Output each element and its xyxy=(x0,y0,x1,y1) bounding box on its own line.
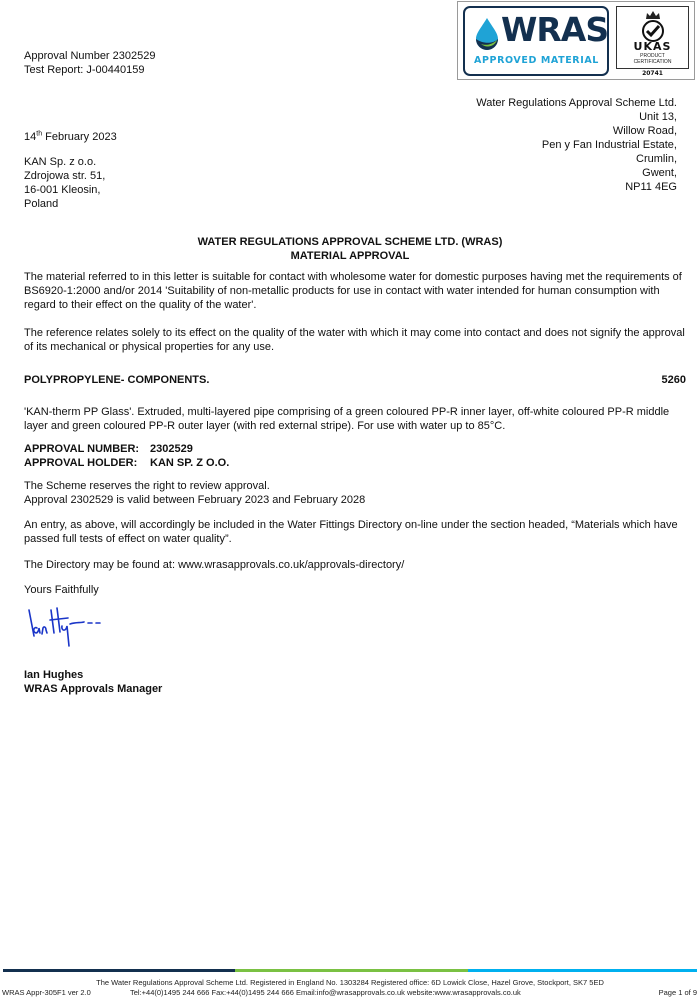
directory-link[interactable]: www.wrasapprovals.co.uk/approvals-directory/ xyxy=(178,559,405,571)
wras-brand: WRAS xyxy=(501,10,609,49)
footer-contact: Tel:+44(0)1495 244 666 Fax:+44(0)1495 244 666 Email:info@wrasapprovals.co.uk website:www.wrasapprovals.co.uk xyxy=(130,988,521,997)
crown-icon xyxy=(645,10,661,20)
address-line: Water Regulations Approval Scheme Ltd. xyxy=(476,97,677,109)
date-day: 14 xyxy=(24,131,37,143)
approval-number-line: Approval Number 2302529 xyxy=(24,50,156,62)
ukas-mark xyxy=(616,6,689,69)
category-code: 5260 xyxy=(661,374,686,386)
address-line: Gwent, xyxy=(642,167,677,179)
date-rest: February 2023 xyxy=(42,131,117,143)
document-subtitle: MATERIAL APPROVAL xyxy=(290,250,410,262)
letter-date xyxy=(24,130,117,144)
approval-holder-label: APPROVAL HOLDER: xyxy=(24,457,138,469)
ukas-number: 20741 xyxy=(642,70,663,77)
footer-bar-navy xyxy=(3,969,235,972)
document-title: WATER REGULATIONS APPROVAL SCHEME LTD. (WRAS) xyxy=(197,236,503,248)
footer-bar-green xyxy=(235,969,468,972)
address-line: Pen y Fan Industrial Estate, xyxy=(541,139,677,151)
wras-ukas-logo xyxy=(457,1,695,80)
address-line: NP11 4EG xyxy=(625,181,677,193)
address-line: Willow Road, xyxy=(612,125,677,137)
directory-location xyxy=(24,558,688,572)
footer-registration: The Water Regulations Approval Scheme Ltd. Registered in England No. 1303284 Registered office: 6D Lowick Close, Hazel Grove, Stockport, SK7 5ED xyxy=(96,978,604,987)
suitability-paragraph: The material referred to in this letter is suitable for contact with wholesome water for domestic purposes having met the requirements of BS6920-1:2000 and/or 2014 'Suitability of non-metallic products for use in contact with water intended for human consumption with regard to their effect on the quality of the water'. xyxy=(24,271,682,311)
address-line: Poland xyxy=(24,198,59,210)
product-description: 'KAN-therm PP Glass'. Extruded, multi-layered pipe comprising of a green coloured PP-R inner layer, off-white coloured PP-R middle layer and green coloured PP-R outer layer (with red external stripe). For use with water up to 85°C. xyxy=(24,406,670,432)
closing-salutation: Yours Faithfully xyxy=(24,584,99,596)
handwritten-signature xyxy=(24,606,104,652)
material-category: POLYPROPYLENE- COMPONENTS. xyxy=(24,374,210,386)
ukas-brand: UKAS xyxy=(633,40,672,53)
directory-entry-paragraph: An entry, as above, will accordingly be included in the Water Fittings Directory on-line under the section headed, “Materials which have passed full tests of effect on water quality”. xyxy=(24,519,678,545)
check-circle-icon xyxy=(639,20,667,42)
signatory-name: Ian Hughes xyxy=(24,669,84,681)
approval-number-value: 2302529 xyxy=(150,443,193,455)
ukas-product: PRODUCT xyxy=(640,53,665,59)
review-line: The Scheme reserves the right to review approval. xyxy=(24,480,270,492)
ukas-certification: CERTIFICATION xyxy=(633,59,672,65)
reference-paragraph: The reference relates solely to its effect on the quality of the water with which it may come into contact and does not signify the approval of its mechanical or physical properties for any use. xyxy=(24,327,685,353)
address-line: Unit 13, xyxy=(639,111,677,123)
approval-holder-value: KAN SP. Z O.O. xyxy=(150,457,230,469)
footer-form-id: WRAS Appr-305F1 ver 2.0 xyxy=(2,988,91,997)
recipient-address xyxy=(24,155,105,211)
water-drop-icon xyxy=(473,17,501,51)
address-line: KAN Sp. z o.o. xyxy=(24,156,97,168)
signatory-role: WRAS Approvals Manager xyxy=(24,683,163,695)
address-line: Crumlin, xyxy=(636,153,677,165)
footer-page-number: Page 1 of 9 xyxy=(658,988,697,997)
directory-prefix: The Directory may be found at: xyxy=(24,559,179,571)
address-line: 16-001 Kleosin, xyxy=(24,184,101,196)
wras-logo xyxy=(463,6,609,76)
footer-bar-blue xyxy=(468,969,697,972)
date-suffix: th xyxy=(36,130,43,138)
test-report-line: Test Report: J-00440159 xyxy=(24,64,145,76)
wras-tagline: APPROVED MATERIAL xyxy=(474,55,599,66)
validity-line: Approval 2302529 is valid between February 2023 and February 2028 xyxy=(24,494,366,506)
address-line: Zdrojowa str. 51, xyxy=(24,170,106,182)
approval-number-label: APPROVAL NUMBER: xyxy=(24,443,140,455)
sender-address xyxy=(476,96,677,194)
